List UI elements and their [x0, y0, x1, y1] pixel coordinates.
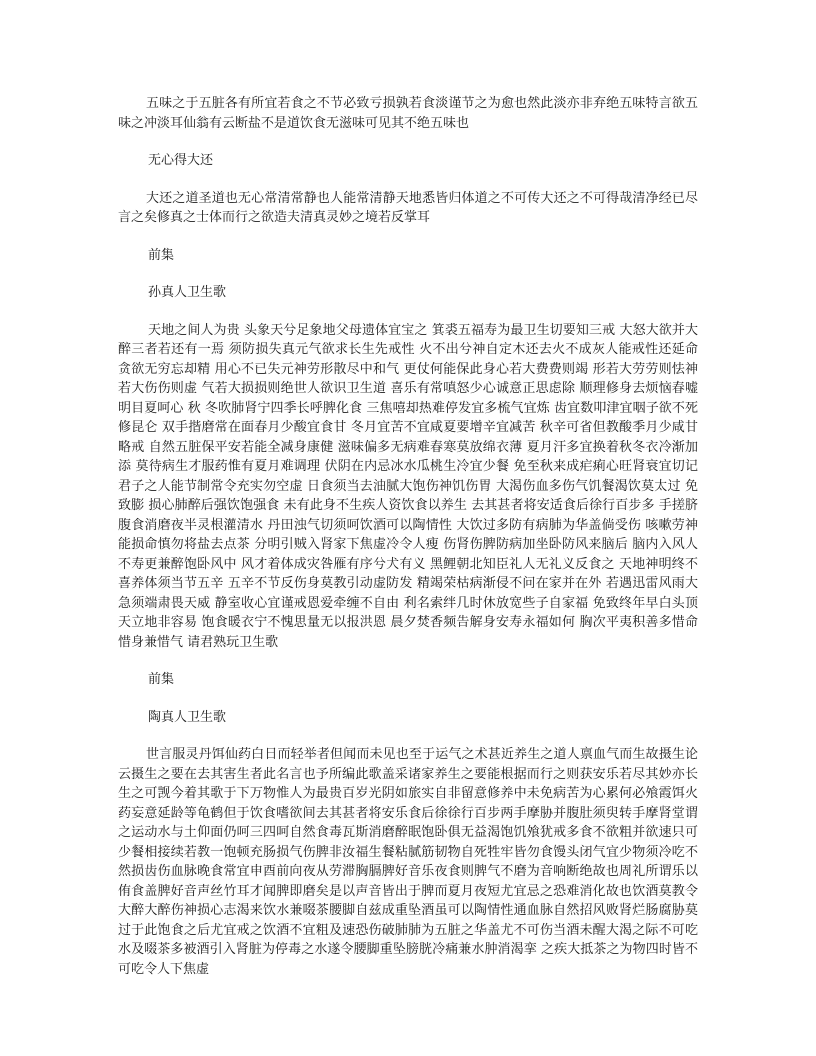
paragraph-five-flavors: 五味之于五脏各有所宜若食之不节必致亏损孰若食淡谨节之为愈也然此淡亦非弃绝五味特言欲五味之冲淡耳仙翁有云断盐不是道饮食无滋味可见其不绝五味也 [118, 96, 698, 131]
document-page [118, 94, 698, 997]
section-heading-tao-zhenren: 陶真人卫生歌 [148, 709, 227, 725]
section-heading-wuxin: 无心得大还 [148, 153, 214, 168]
section-heading-qianji-1: 前集 [148, 247, 175, 263]
poem-sun-zhenren: 天地之间人为贵 头象天兮足象地父母遗体宜宝之 箕裘五福寿为最卫生切要知三戒 大怒大欲并大醉三者若还有一焉 须防损失真元气欲求长生先戒性 火不出兮神自定木还去火不成灰人能戒性还延命贪欲无穷忘却精 用心不已失元神劳形散尽中和气 更仗何能保此身心若大费费则竭 形若大劳劳则怯神若大伤伤则虚 气若大损损则绝世人欲识卫生道 喜乐有常嗔怒少心诚意正思虑除 顺理修身去烦恼春嘘明目夏呵心 秋 冬吹肺肾宁四季长呼脾化食 三焦嘻却热难停发宜多梳气宜炼 齿宜数叩津宜咽子欲不死修昆仑 双手揩磨常在面春月少酸宜食甘 冬月宜苦不宜咸夏要增辛宜减苦 秋辛可省但教酸季月少咸甘略戒 自然五脏保平安若能全减身康健 滋味偏多无病难春寒莫放绵衣薄 夏月汗多宜换着秋冬衣冷渐加添 莫待病生才服药惟有夏月难调理 伏阴在内忌冰水瓜桃生冷宜少餐 免至秋来成疟痢心旺肾衰宜切记 君子之人能节制常令充实勿空虚 日食须当去油腻大饱伤神饥伤胃 大渴伤血多伤气饥餐渴饮莫太过 免致膨 损心肺醉后强饮饱强食 未有此身不生疾人资饮食以养生 去其甚者将安适食后徐行百步多 手搓脐腹食消磨夜半灵根灌清水 丹田浊气切须呵饮酒可以陶情性 大饮过多防有病肺为华盖倘受伤 咳嗽劳神能损命慎勿将盐去点茶 分明引贼入肾家下焦虚冷令人瘦 伤肾伤脾防病加坐卧防风来脑后 脑内入风人不寿更兼醉饱卧风中 风才着体成灾咎雁有序兮犬有义 黑鲤朝北知臣礼人无礼义反食之 天地神明终不喜养体须当节五辛 五辛不节反伤身莫教引动虚防发 精竭荣枯病渐侵不问在家并在外 若遇迅雷风雨大急须端肃畏天威 静室收心宜谨戒恩爱牵缠不自由 利名索绊几时休放宽些子自家福 免致终年早白头顶天立地非容易 饱食暖衣宁不愧思量无以报洪恩 晨夕焚香频告解身安寿永福如何 胸次平夷积善多惜命惜身兼惜气 请君熟玩卫生歌 [118, 322, 698, 650]
section-heading-sun-zhenren: 孙真人卫生歌 [148, 285, 227, 300]
paragraph-tao-zhenren: 世言服灵丹饵仙药白日而轻举者但闻而未见也至于运气之术甚近养生之道人禀血气而生故摄生论云摄生之要在去其害生者此名言也予所编此歌盖采诸家养生之要能根据而行之则获安乐若尽其妙亦长生之可觊今着其歌于下万物惟人为最贵百岁光阴如旅实自非留意修养中未免病苦为心累何必飧霞饵火药妄意延龄等龟鹤但于饮食嗜欲间去其甚者将安乐食后徐徐行百步两手摩胁并腹肚须臾转手摩肾堂谓之运动水与土仰面仍呵三四呵自然食毒瓦斯消磨醉眠饱卧俱无益渴饱饥飧犹戒多食不欲粗并欲速只可少餐相接续若教一饱顿充肠损气伤脾非汝福生餐粘腻筋韧物自死牲牢皆勿食馒头闭气宜少物须冷吃不然损齿伤血脉晚食常宜申酉前向夜从劳滞胸膈脾好音乐夜食则脾气不磨为音响断绝故也周礼所谓乐以侑食盖脾好音声丝竹耳才闻脾即磨矣是以声音皆出于脾而夏月夜短尤宜忌之恐难消化故也饮酒莫教令大醉大醉伤神损心志渴来饮水兼啜茶腰脚自兹成重坠酒虽可以陶情性通血脉自然招风败肾烂肠腐胁莫过于此饱食之后尤宜戒之饮酒不宜粗及速恐伤破肺肺为五脏之华盖尤不可伤当酒未醒大渴之际不可吃水及啜茶多被酒引入肾脏为停毒之水遂令腰脚重坠膀胱冷痛兼水肿消渴挛 之疾大抵茶之为物四时皆不可吃令人下焦虚 [118, 747, 698, 977]
section-heading-qianji-2: 前集 [148, 672, 175, 687]
paragraph-dahuan: 大还之道圣道也无心常清常静也人能常清静天地悉皆归体道之不可传大还之不可得哉清净经已尽言之矣修真之士体而行之欲造夫清真灵妙之境若反掌耳 [118, 190, 698, 225]
